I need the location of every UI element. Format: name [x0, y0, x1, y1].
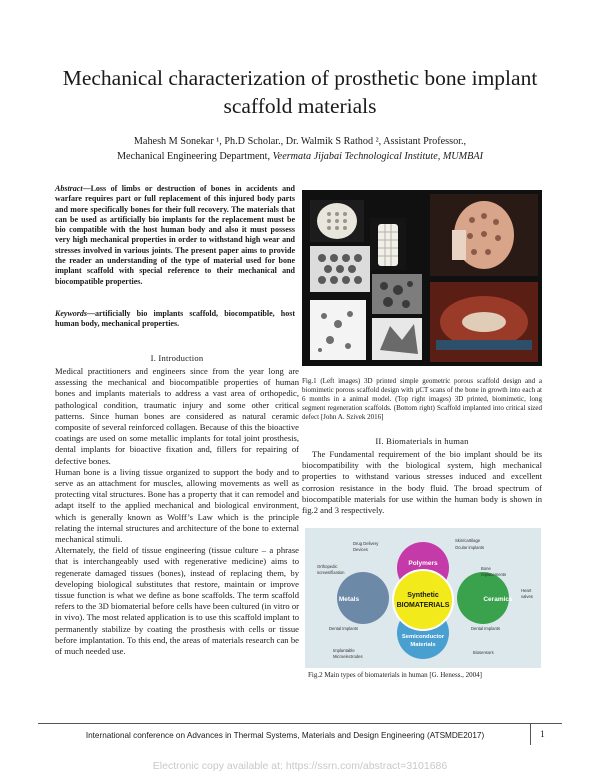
keywords-label: Keywords — [55, 309, 87, 318]
biosensors-label: Biosensors — [473, 650, 494, 655]
semiconductor-label-1: Semiconductor — [401, 634, 445, 640]
drug-delivery-label: Drug Delivery — [353, 541, 379, 546]
department: Mechanical Engineering Department, — [116, 151, 273, 162]
metals-label: Metals — [338, 596, 360, 603]
authors-line: Mahesh M Sonekar ¹, Ph.D Scholar., Dr. Walmik S Rathod ², Assistant Professor., — [133, 136, 467, 147]
intro-paragraph: Alternately, the field of tissue engineering (tissue culture – a phrase that is interchangeably used with regenerative medicine) aims to regenerate damaged tissues (bones), instead of replacing them, by developing biological substitutes that restore, maintain or improve tissue function is what we define as bone scaffolds. The term scaffold refers to the 3D biomaterial before cells have been cultured (in vitro or in vivo). The most related application is to use this scaffold implant to permanently stabilize by coating the prosthesis with cells or tissue before implantation. To this end, the areas of materials research can be of much needed use. — [55, 545, 299, 657]
abstract-label: Abstract — [55, 184, 83, 193]
orthopedic-label: Orthopedic — [317, 564, 338, 569]
institute: Veermata Jijabai Technological Institute, MUMBAI — [272, 151, 483, 162]
ocular-label: Ocular implants — [455, 545, 485, 550]
screws-label: screws/fixation — [317, 570, 345, 575]
intro-paragraph: Human bone is a living tissue organized to support the body and to serve as an attachment for muscles, allowing movements as well as protecting vital structures. Bone has a property that it can remodel and adapt itself to the applied mechanical and biological environment, which is generally known as Wolff’s Law which is the principle relating the internal structures and architecture of the bone to external mechanical stimuli. — [55, 466, 299, 545]
figure-2-caption: Fig.2 Main types of biomaterials in human [G. Heness., 2004] — [308, 671, 483, 679]
dental-implants-left-label: Dental Implants — [329, 626, 359, 631]
heart-label: Heart — [521, 588, 532, 593]
introduction-body — [55, 366, 299, 657]
footer-conference: International conference on Advances in Thermal Systems, Materials and Design Engineering (ATSMDE2017) — [85, 731, 485, 740]
abstract-text: —Loss of limbs or destruction of bones in accidents and warfare requires part or full replacement of this injured body parts and more specifically bones for their full recovery. The materials that can be used as artificially bio implants for the replacement must be bio compatible with the host human body and also it must possess very high mechanical properties in order to withstand high wear and stresses involved in various joints. The present paper aims to provide the reader an understanding of the type of material used for bone implant scaffold with special reference to their mechanical and biocompatible properties. — [55, 184, 295, 286]
devices-label: Devices — [353, 547, 368, 552]
implantable-label: Implantable — [333, 648, 355, 653]
page-number: 1 — [540, 730, 545, 740]
valves-label: valves — [521, 594, 533, 599]
biomaterials-paragraph: The Fundamental requirement of the bio implant should be its biocompatibility with the biological system, high mechanical properties to withstand various stresses induced and excellent corrosion resistance in the body fluid. The broad spectrum of biocompatible materials for use within the human body is shown in fig.2 and 3 respectively. — [302, 449, 542, 516]
center-label-1: Synthetic — [407, 592, 439, 599]
electronic-copy-notice: Electronic copy available at: https://ssrn.com/abstract=3101686 — [152, 760, 448, 772]
figure-1-caption: Fig.1 (Left images) 3D printed simple geometric porous scaffold design and a biomimetic porous scaffold design with µCT scans of the bone in growth into each at 6 months in a animal model. (Top right images) 3D printed, biomimetic, long segment regeneration scaffolds. (Bottom right) Scaffold implanted into critical sized defect [John A. Szivek 2016] — [302, 377, 542, 422]
paper-title: Mechanical characterization of prosthetic bone implant scaffold materials — [62, 66, 538, 118]
bone-replacements-label: Bone — [481, 566, 491, 571]
keywords — [55, 309, 295, 330]
author-block — [40, 134, 560, 164]
center-circle — [393, 570, 453, 630]
footer-separator — [530, 723, 532, 745]
semiconductor-label-2: Materials — [410, 642, 436, 648]
microelectrodes-label: Microelectrodes — [333, 654, 363, 659]
dental-implants-right-label: Dental Implants — [471, 626, 501, 631]
polymers-label: Polymers — [408, 560, 438, 567]
figure-1-image — [302, 190, 542, 366]
figure-1-collage — [302, 190, 542, 366]
affiliation-line — [40, 149, 560, 164]
footer-rule — [38, 723, 562, 724]
figure-2-diagram — [305, 528, 541, 668]
intro-paragraph: Medical practitioners and engineers since from the year long are assessing the mechanical and biocompatible properties of human bones and implants materials to address a vast area of orthopedic, pathological condition, traumatic injury and some other critical patterns. Since human bones are considered as natural ceramic composite of several reinforced collagen. Because of this the bioactive coatings are used on some metallic implants for total joint prosthesis, dental implants for bioactive fixation and, fillers for repairing of defective bones. — [55, 366, 299, 466]
section-heading-introduction: I. Introduction — [150, 353, 204, 363]
center-label-2: BIOMATERIALS — [396, 602, 450, 609]
bone-replacements-label-2: replacements — [481, 572, 507, 577]
section-heading-biomaterials: II. Biomaterials in human — [375, 436, 469, 446]
ceramics-label: Ceramics — [483, 596, 513, 603]
figure-2-svg — [305, 528, 541, 668]
skin-label: Skin/cartilage — [455, 538, 481, 543]
biomaterials-body — [302, 449, 542, 516]
keywords-text: —artificially bio implants scaffold, biocompatible, host human body, mechanical properties. — [55, 309, 295, 329]
abstract — [55, 184, 295, 287]
